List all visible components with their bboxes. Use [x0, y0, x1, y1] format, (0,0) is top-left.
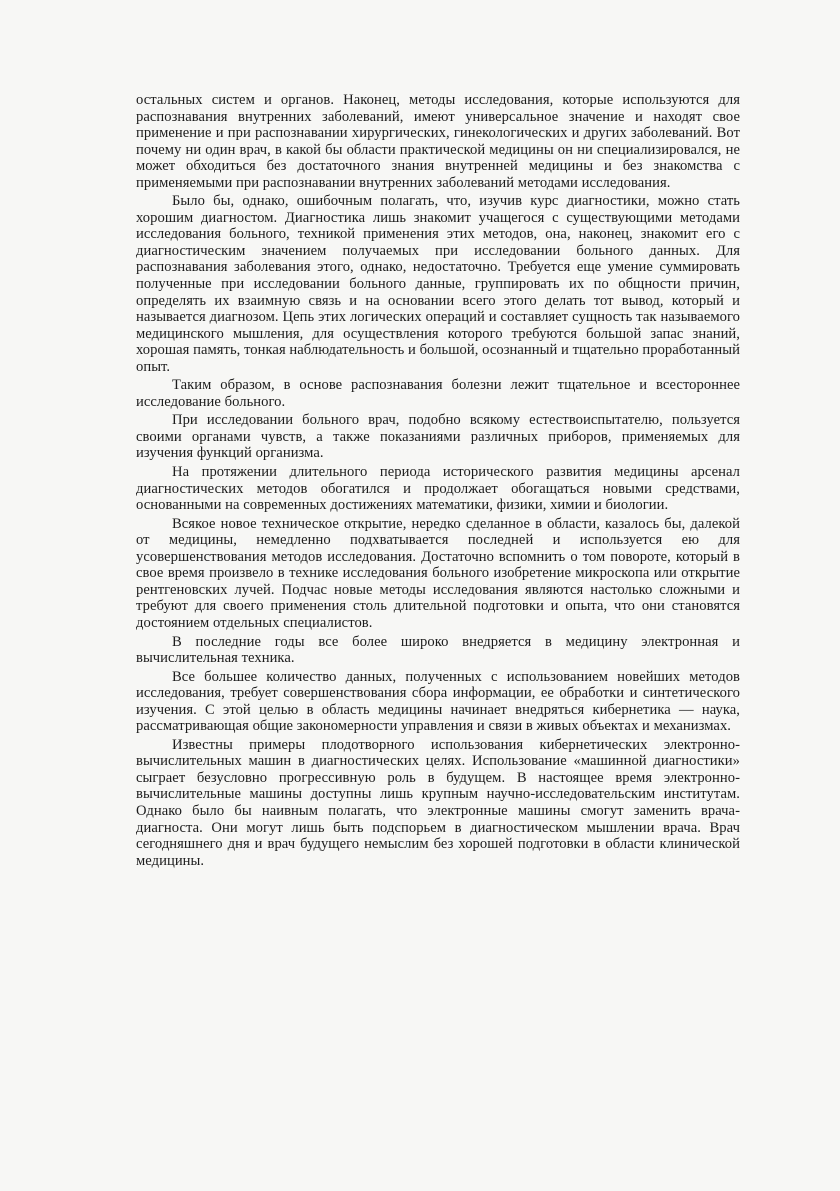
paragraph-6: Всякое новое техническое открытие, нередко сделанное в области, казалось бы, далекой от медицины, немедленно подхватывается последней и используется ею для усовершенствования методов исследования. Достаточно вспомнить о том повороте, который в свое время произвело в технике исследования больного изобретение микроскопа или открытие рентгеновских лучей. Подчас новые методы исследования являются настолько сложными и требуют для своего применения столь длительной подготовки и опыта, что они становятся достоянием отдельных специалистов. [136, 515, 740, 631]
body-text [136, 92, 740, 869]
paragraph-5: На протяжении длительного периода исторического развития медицины арсенал диагностических методов обогатился и продолжает обогащаться новыми средствами, основанными на современных достижениях математики, физики, химии и биологии. [136, 464, 740, 514]
paragraph-7: В последние годы все более широко внедряется в медицину электронная и вычислительная техника. [136, 633, 740, 667]
paragraph-8: Все большее количество данных, полученных с использованием новейших методов исследования, требует совершенствования сбора информации, ее обработки и синтетического изучения. С этой целью в область медицины начинает внедряться кибернетика — наука, рассматривающая общие закономерности управления и связи в живых объектах и механизмах. [136, 668, 740, 735]
paragraph-2: Было бы, однако, ошибочным полагать, что, изучив курс диагностики, можно стать хорошим диагностом. Диагностика лишь знакомит учащегося с существующими методами исследования больного, техникой применения этих методов, она, наконец, знакомит его с диагностическим значением получаемых при исследовании больного данных. Для распознавания заболевания этого, однако, недостаточно. Требуется еще умение суммировать полученные при исследовании больного данные, группировать их по общности причин, определять их взаимную связь и на основании всего этого делать тот вывод, который и называется диагнозом. Цепь этих логических операций и составляет сущность так называемого медицинского мышления, для осуществления которого требуются большой запас знаний, хорошая память, тонкая наблюдательность и большой, осознанный и тщательно проработанный опыт. [136, 193, 740, 375]
paragraph-3: Таким образом, в основе распознавания болезни лежит тщательное и всестороннее исследование больного. [136, 377, 740, 410]
paragraph-9: Известны примеры плодотворного использования кибернетических электронно-вычислительных машин в диагностических целях. Использование «машинной диагностики» сыграет безусловно прогрессивную роль в будущем. В настоящее время электронно-вычислительные машины доступны лишь крупным научно-исследовательским институтам. Однако было бы наивным полагать, что электронные машины смогут заменить врача-диагноста. Они могут лишь быть подспорьем в диагностическом мышлении врача. Врач сегодняшнего дня и врач будущего немыслим без хорошей подготовки в области клинической медицины. [136, 736, 740, 869]
paragraph-4: При исследовании больного врач, подобно всякому естествоиспытателю, пользуется своими органами чувств, а также показаниями различных приборов, применяемых для изучения функций организма. [136, 412, 740, 462]
paragraph-1: остальных систем и органов. Наконец, методы исследования, которые используются для распознавания внутренних заболеваний, имеют универсальное значение и находят свое применение и при распознавании хирургических, гинекологических и других заболеваний. Вот почему ни один врач, в какой бы области практической медицины он ни специализировался, не может обходиться без достаточного знания внутренней медицины и без знакомства с применяемыми при распознавании внутренних заболеваний методами исследования. [136, 92, 740, 191]
